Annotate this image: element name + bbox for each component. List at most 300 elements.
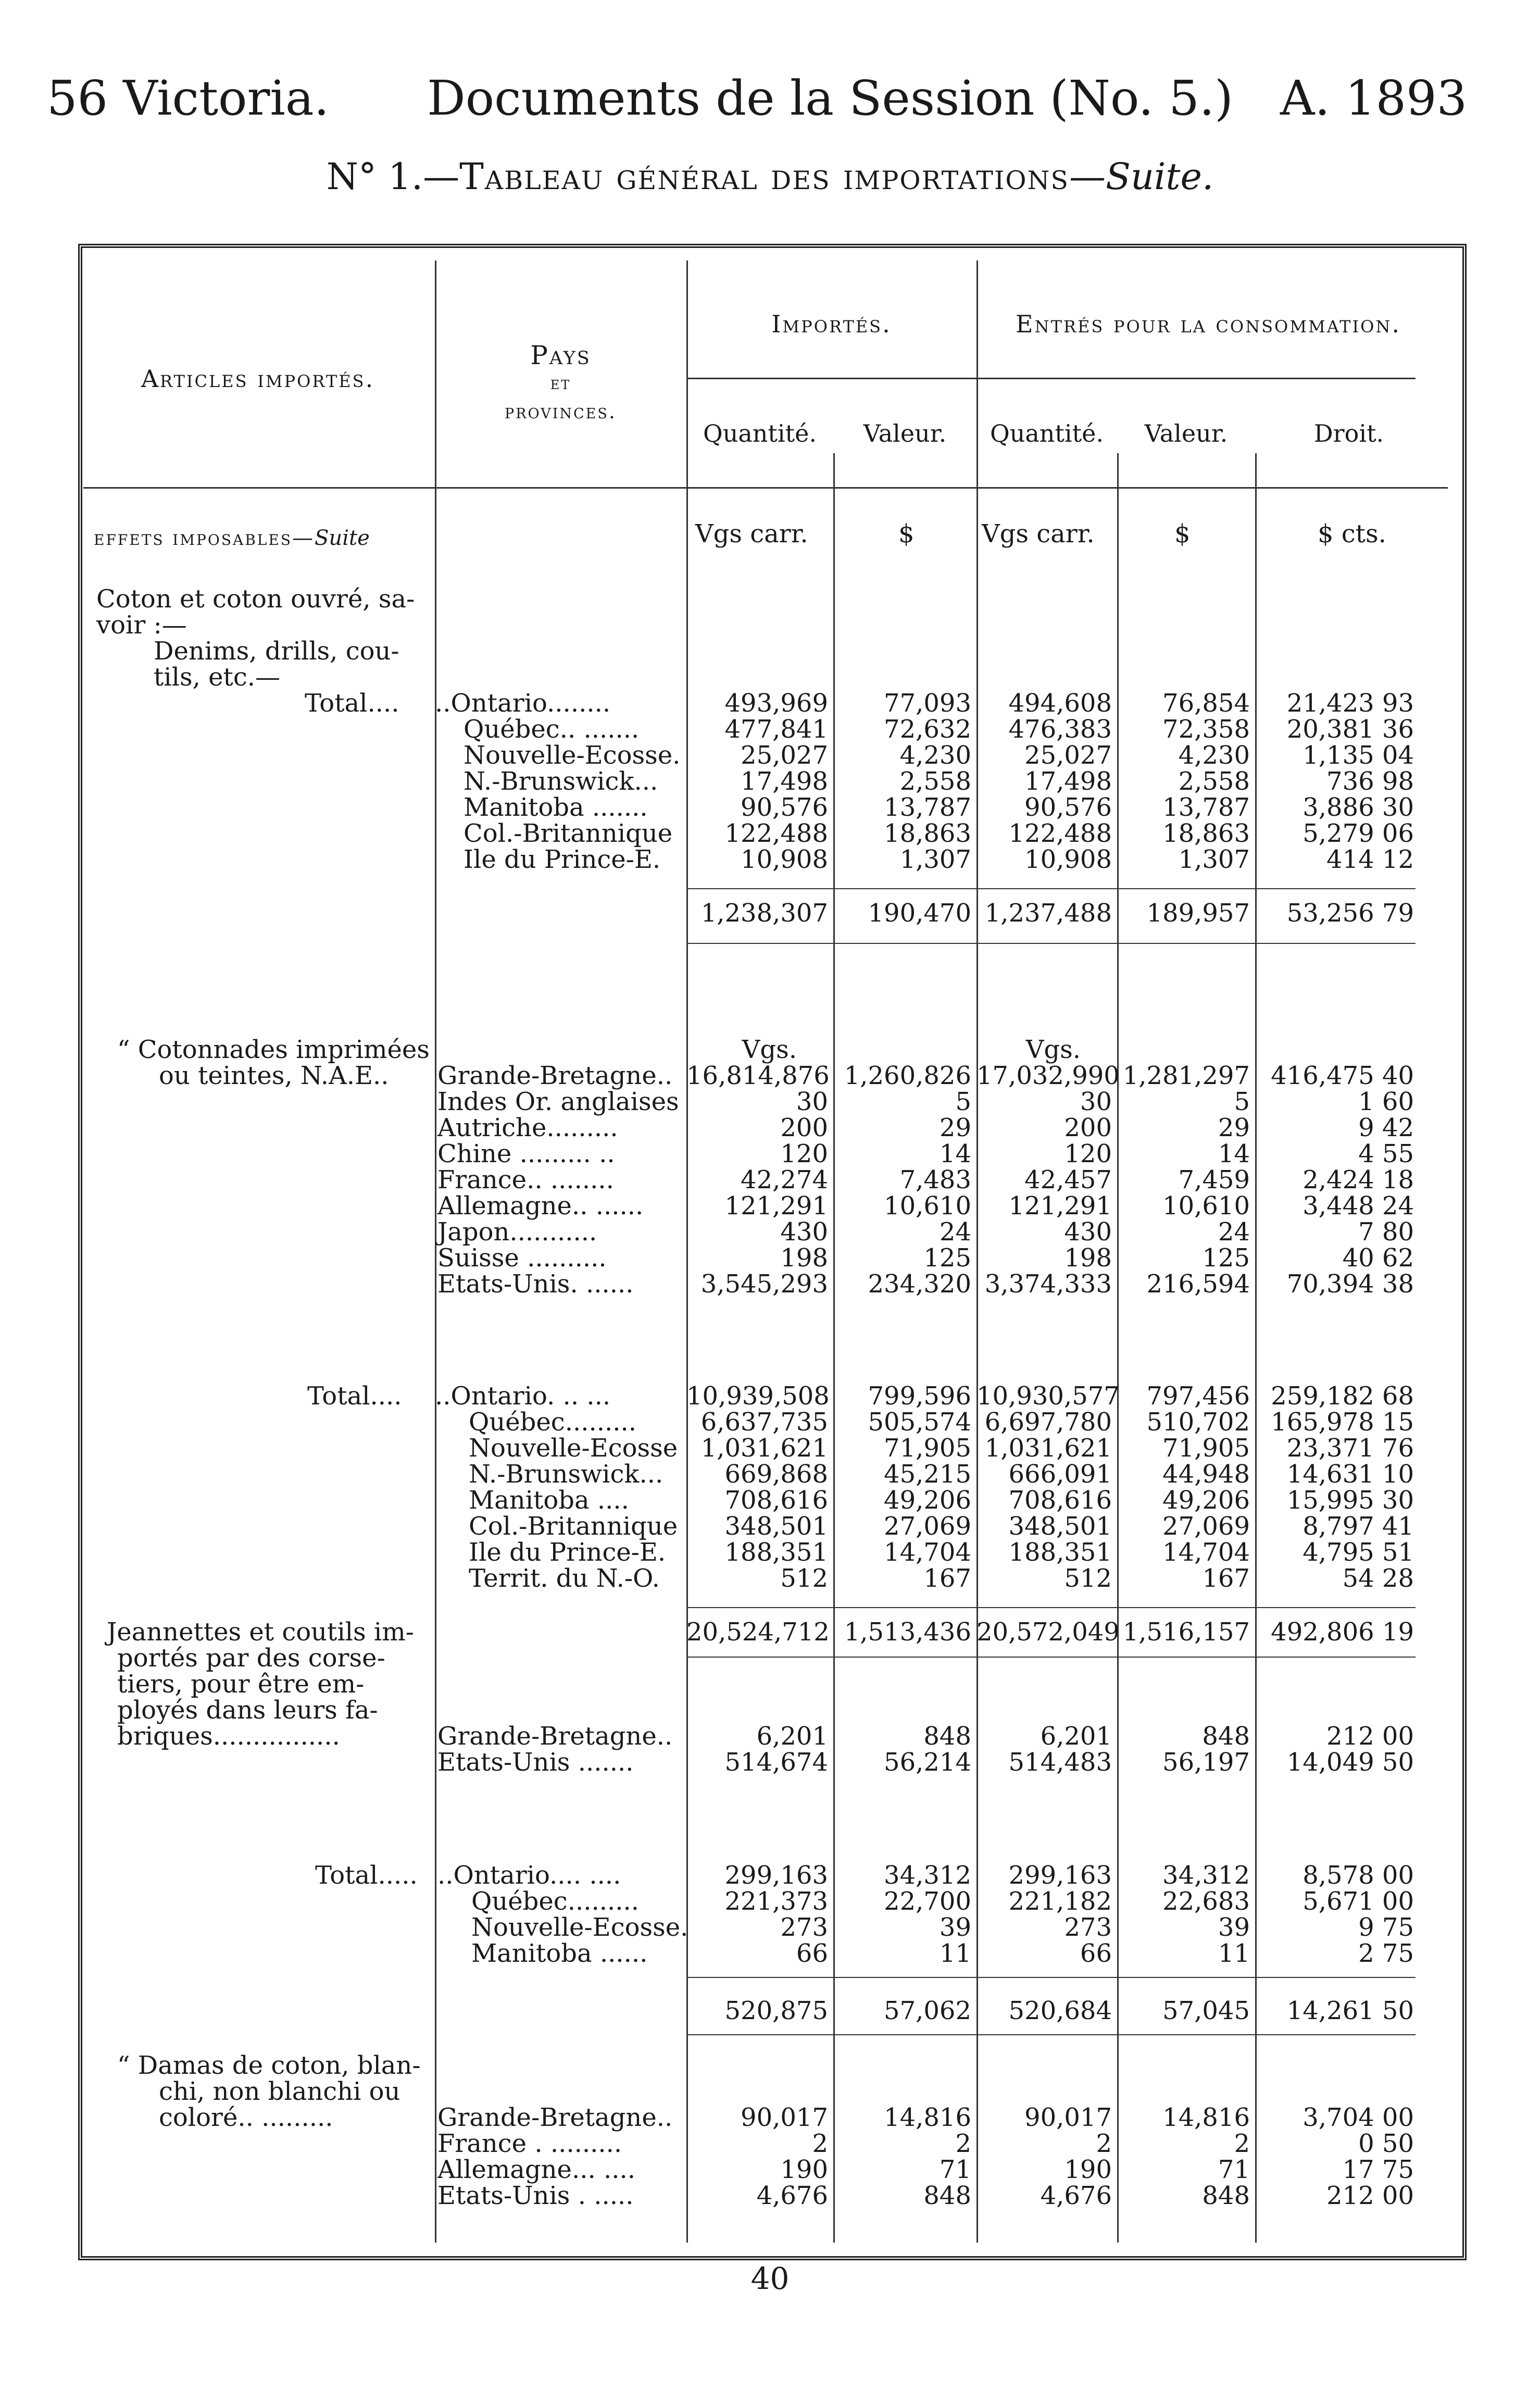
cell: 416,475 40 xyxy=(1271,1061,1414,1090)
cell: 2,558 xyxy=(899,767,971,796)
cell: 190 xyxy=(780,2155,828,2184)
cell: 45,215 xyxy=(884,1460,971,1489)
header-valeur: Valeur. xyxy=(863,419,947,447)
cell: 430 xyxy=(1064,1217,1112,1247)
cell: 49,206 xyxy=(1162,1486,1250,1515)
cell: 11 xyxy=(939,1939,971,1968)
cell: 20,381 36 xyxy=(1286,715,1414,744)
column-ent-quantite xyxy=(976,2105,1112,2209)
cell: 121,291 xyxy=(1008,1191,1112,1221)
country-cell: Grande-Bretagne.. xyxy=(437,2103,673,2132)
cell: 514,674 xyxy=(724,1748,828,1777)
article-line: Jeannettes et coutils im- xyxy=(107,1617,414,1647)
cell: 66 xyxy=(796,1939,828,1968)
country-cell: Allemagne... .... xyxy=(437,2155,636,2184)
province-cell: N.-Brunswick... xyxy=(469,1460,663,1489)
cell: 430 xyxy=(780,1217,828,1247)
province-cell: Nouvelle-Ecosse. xyxy=(471,1913,688,1942)
header-pays-line3: provinces. xyxy=(505,400,617,423)
column-droit xyxy=(1255,1723,1414,1775)
cell: 1,031,621 xyxy=(984,1434,1112,1463)
cell: 34,312 xyxy=(1162,1861,1250,1890)
province-cell: Nouvelle-Ecosse xyxy=(469,1434,678,1463)
total-cell: 492,806 19 xyxy=(1271,1617,1414,1647)
header-valeur-2: Valeur. xyxy=(1144,419,1228,447)
column-ent-quantite xyxy=(976,1061,1120,1299)
province-cell: Nouvelle-Ecosse. xyxy=(464,741,681,770)
column-droit xyxy=(1255,1063,1414,1297)
cell: 1,307 xyxy=(1178,845,1250,874)
cell: 4 55 xyxy=(1358,1139,1414,1168)
cell: 198 xyxy=(1064,1243,1112,1273)
cell: 493,969 xyxy=(724,689,828,718)
cell: 1,307 xyxy=(899,845,971,874)
cell: 13,787 xyxy=(884,793,971,822)
cell: 71,905 xyxy=(884,1434,971,1463)
cell: 13,787 xyxy=(1162,793,1250,822)
cell: 121,291 xyxy=(724,1191,828,1221)
cell: 66 xyxy=(1080,1939,1112,1968)
cell: 72,358 xyxy=(1162,715,1250,744)
cell: 17,032,990 xyxy=(976,1061,1120,1090)
province-cell: Territ. du N.-O. xyxy=(469,1564,660,1593)
column-ent-valeur xyxy=(1117,1723,1250,1775)
title-main: Tableau général des importations xyxy=(459,155,1069,198)
cell: 9 75 xyxy=(1358,1913,1414,1942)
column-imp-quantite xyxy=(686,690,828,873)
cell: 10,930,577 xyxy=(976,1381,1120,1411)
cell: 1,260,826 xyxy=(844,1061,971,1090)
country-cell: Autriche......... xyxy=(437,1113,618,1142)
header-droit: Droit. xyxy=(1313,419,1384,447)
total-rule xyxy=(686,2034,1416,2035)
province-cell: Manitoba ...... xyxy=(471,1939,648,1968)
cell: 10,939,508 xyxy=(686,1381,830,1411)
cell: 299,163 xyxy=(724,1861,828,1890)
cell: 90,017 xyxy=(741,2103,828,2132)
country-cell: Suisse .......... xyxy=(437,1243,607,1273)
cell: 56,214 xyxy=(884,1748,971,1777)
cell: 4,676 xyxy=(1040,2181,1112,2210)
country-cell: Grande-Bretagne.. xyxy=(437,1722,673,1751)
cell: 10,610 xyxy=(1162,1191,1250,1221)
total-cell: 1,237,488 xyxy=(984,899,1112,928)
article-cell xyxy=(315,1862,418,1888)
cell: 414 12 xyxy=(1326,845,1414,874)
cell: 39 xyxy=(1218,1913,1250,1942)
cell: 5,279 06 xyxy=(1303,819,1414,848)
country-cell: Etats-Unis ....... xyxy=(437,1748,634,1777)
header-pays-line2: et xyxy=(550,373,571,394)
cell: 125 xyxy=(1202,1243,1250,1273)
column-ent-valeur xyxy=(1117,1063,1250,1297)
cell: 5,671 00 xyxy=(1303,1887,1414,1916)
rule-header-bottom xyxy=(83,487,1448,489)
cell: 7,483 xyxy=(899,1165,971,1194)
cell: 3,886 30 xyxy=(1303,793,1414,822)
cell: 125 xyxy=(923,1243,971,1273)
cell: 122,488 xyxy=(724,819,828,848)
total-cell: 190,470 xyxy=(868,899,971,928)
cell: 71 xyxy=(939,2155,971,2184)
cell: 90,576 xyxy=(1024,793,1112,822)
article-cell xyxy=(107,1619,414,1749)
country-list xyxy=(437,1063,679,1297)
cell: 494,608 xyxy=(1008,689,1112,718)
article-cell xyxy=(96,586,415,716)
article-line: Denims, drills, cou- xyxy=(154,637,399,666)
article-line: chi, non blanchi ou xyxy=(159,2077,400,2106)
cell: 56,197 xyxy=(1162,1748,1250,1777)
article-line: tils, etc.— xyxy=(154,663,280,692)
cell: 17,498 xyxy=(1024,767,1112,796)
total-cell: 1,513,436 xyxy=(844,1617,971,1647)
unit-droit: $ cts. xyxy=(1318,519,1386,549)
article-line: “ Damas de coton, blan- xyxy=(117,2051,421,2080)
cell: 29 xyxy=(1218,1113,1250,1142)
province-cell: Col.-Britannique xyxy=(469,1512,678,1541)
unit-quantite: Vgs carr. xyxy=(695,519,808,549)
cell: 24 xyxy=(939,1217,971,1247)
cell: 10,908 xyxy=(741,845,828,874)
cell: 42,457 xyxy=(1024,1165,1112,1194)
cell: 1,135 04 xyxy=(1303,741,1414,770)
cell: 2,424 18 xyxy=(1303,1165,1414,1194)
cell: 16,814,876 xyxy=(686,1061,830,1090)
cell: 72,632 xyxy=(884,715,971,744)
header-quantite: Quantité. xyxy=(703,419,817,447)
cell: 1,031,621 xyxy=(700,1434,828,1463)
cell: 2 75 xyxy=(1358,1939,1414,1968)
cell: 0 50 xyxy=(1358,2129,1414,2158)
province-cell: ..Ontario........ xyxy=(435,689,611,718)
cell: 42,274 xyxy=(741,1165,828,1194)
cell: 666,091 xyxy=(1008,1460,1112,1489)
cell: 122,488 xyxy=(1008,819,1112,848)
province-cell: Col.-Britannique xyxy=(464,819,673,848)
cell: 736 98 xyxy=(1326,767,1414,796)
article-line: tiers, pour être em- xyxy=(117,1670,365,1699)
divider-articles xyxy=(435,260,436,2243)
cell: 22,683 xyxy=(1162,1887,1250,1916)
cell: 190 xyxy=(1064,2155,1112,2184)
article-line: voir :— xyxy=(96,611,187,640)
article-line: briques................ xyxy=(117,1722,340,1751)
cell: 49,206 xyxy=(884,1486,971,1515)
cell: 188,351 xyxy=(1008,1538,1112,1567)
country-list xyxy=(437,2105,672,2209)
unit-label: Vgs. xyxy=(1025,1035,1081,1064)
total-cell: 1,238,307 xyxy=(700,899,828,928)
province-cell: ..Ontario. .. ... xyxy=(435,1381,611,1411)
cell: 17 75 xyxy=(1342,2155,1414,2184)
cell: 10,908 xyxy=(1024,845,1112,874)
cell: 1 60 xyxy=(1358,1087,1414,1116)
article-line: Total.... xyxy=(305,689,399,718)
title-suffix: —Suite. xyxy=(1069,155,1214,198)
total-rule xyxy=(686,943,1416,944)
section-label xyxy=(94,525,370,551)
cell: 3,704 00 xyxy=(1303,2103,1414,2132)
article-line: Total..... xyxy=(315,1861,418,1890)
column-imp-valeur xyxy=(833,1063,971,1297)
country-cell: Etats-Unis . ..... xyxy=(437,2181,634,2210)
cell: 14 xyxy=(939,1139,971,1168)
cell: 273 xyxy=(1064,1913,1112,1942)
unit-cell xyxy=(686,1037,828,1063)
total-cell: 20,572,049 xyxy=(976,1617,1120,1647)
total-cell: 520,684 xyxy=(1008,1996,1112,2025)
country-cell: Japon........... xyxy=(437,1217,597,1247)
rule-header-group xyxy=(686,378,1416,379)
unit-valeur-2: $ xyxy=(1174,519,1191,549)
country-cell: Chine ......... .. xyxy=(437,1139,615,1168)
cell: 14,704 xyxy=(884,1538,971,1567)
cell: 3,374,333 xyxy=(984,1269,1112,1299)
cell: 54 28 xyxy=(1342,1564,1414,1593)
unit-label: Vgs. xyxy=(742,1035,797,1064)
subtotal-rule xyxy=(686,1607,1416,1608)
cell: 30 xyxy=(1080,1087,1112,1116)
header-articles: Articles importés. xyxy=(141,365,375,393)
province-cell: Manitoba .... xyxy=(469,1486,629,1515)
province-cell: Ile du Prince-E. xyxy=(464,845,661,874)
header-quantite-2: Quantité. xyxy=(990,419,1104,447)
header-importes: Importés. xyxy=(771,310,892,338)
cell: 90,017 xyxy=(1024,2103,1112,2132)
title-prefix: N° 1.— xyxy=(326,155,460,198)
header-session: 56 Victoria. xyxy=(47,70,329,126)
header-document-title: Documents de la Session (No. 5.) xyxy=(427,70,1233,126)
cell: 476,383 xyxy=(1008,715,1112,744)
column-droit xyxy=(1255,2105,1414,2209)
cell: 512 xyxy=(780,1564,828,1593)
cell: 30 xyxy=(796,1087,828,1116)
cell: 27,069 xyxy=(884,1512,971,1541)
cell: 7,459 xyxy=(1178,1165,1250,1194)
cell: 299,163 xyxy=(1008,1861,1112,1890)
cell: 848 xyxy=(1202,1722,1250,1751)
cell: 200 xyxy=(1064,1113,1112,1142)
cell: 9 42 xyxy=(1358,1113,1414,1142)
column-ent-quantite xyxy=(976,1381,1120,1593)
cell: 512 xyxy=(1064,1564,1112,1593)
total-cell: 14,261 50 xyxy=(1286,1996,1414,2025)
article-line: ployés dans leurs fa- xyxy=(117,1696,378,1725)
cell: 4,795 51 xyxy=(1303,1538,1414,1567)
cell: 1,281,297 xyxy=(1122,1061,1250,1090)
cell: 6,201 xyxy=(1040,1722,1112,1751)
cell: 273 xyxy=(780,1913,828,1942)
cell: 505,574 xyxy=(868,1408,971,1437)
header-entres: Entrés pour la consommation. xyxy=(1016,310,1401,338)
cell: 848 xyxy=(923,2181,971,2210)
cell: 212 00 xyxy=(1326,2181,1414,2210)
cell: 799,596 xyxy=(868,1381,971,1411)
cell: 18,863 xyxy=(1162,819,1250,848)
province-cell: Québec.. ....... xyxy=(464,715,640,744)
column-imp-valeur xyxy=(833,1723,971,1775)
cell: 11 xyxy=(1218,1939,1250,1968)
cell: 39 xyxy=(939,1913,971,1942)
cell: 40 62 xyxy=(1342,1243,1414,1273)
cell: 8,578 00 xyxy=(1303,1861,1414,1890)
cell: 14 xyxy=(1218,1139,1250,1168)
article-line: “ Cotonnades imprimées xyxy=(117,1035,430,1064)
cell: 25,027 xyxy=(1024,741,1112,770)
cell: 198 xyxy=(780,1243,828,1273)
country-cell: Allemagne.. ...... xyxy=(437,1191,644,1221)
article-line: portés par des corse- xyxy=(117,1644,385,1673)
cell: 27,069 xyxy=(1162,1512,1250,1541)
country-cell: France.. ........ xyxy=(437,1165,614,1194)
cell: 24 xyxy=(1218,1217,1250,1247)
column-imp-valeur xyxy=(833,2105,971,2209)
cell: 5 xyxy=(1234,1087,1250,1116)
column-imp-quantite xyxy=(686,1723,828,1775)
cell: 14,816 xyxy=(884,2103,971,2132)
cell: 2 xyxy=(955,2129,971,2158)
cell: 120 xyxy=(780,1139,828,1168)
cell: 120 xyxy=(1064,1139,1112,1168)
cell: 165,978 15 xyxy=(1271,1408,1414,1437)
article-cell xyxy=(307,1383,402,1409)
article-line: ou teintes, N.A.E.. xyxy=(159,1061,389,1090)
column-ent-quantite xyxy=(976,1723,1112,1775)
cell: 34,312 xyxy=(884,1861,971,1890)
country-cell: Grande-Bretagne.. xyxy=(437,1061,673,1090)
article-line: coloré.. ......... xyxy=(159,2103,333,2132)
header-pays-line1: Pays xyxy=(530,340,591,370)
cell: 221,182 xyxy=(1008,1887,1112,1916)
article-cell xyxy=(117,1037,430,1089)
column-ent-valeur xyxy=(1117,2105,1250,2209)
cell: 167 xyxy=(1202,1564,1250,1593)
cell: 848 xyxy=(1202,2181,1250,2210)
cell: 5 xyxy=(955,1087,971,1116)
column-ent-valeur xyxy=(1117,690,1250,873)
cell: 6,637,735 xyxy=(700,1408,828,1437)
column-ent-valeur xyxy=(1117,1862,1250,1966)
country-cell: Etats-Unis. ...... xyxy=(437,1269,634,1299)
cell: 14,049 50 xyxy=(1286,1748,1414,1777)
cell: 221,373 xyxy=(724,1887,828,1916)
country-cell: France . ......... xyxy=(437,2129,622,2158)
header-pays xyxy=(435,341,686,426)
page-number: 40 xyxy=(750,2261,790,2296)
column-imp-valeur xyxy=(833,690,971,873)
table-title xyxy=(0,155,1540,198)
article-cell xyxy=(117,2052,421,2131)
column-droit xyxy=(1255,1862,1414,1966)
cell: 17,498 xyxy=(741,767,828,796)
cell: 22,700 xyxy=(884,1887,971,1916)
cell: 348,501 xyxy=(724,1512,828,1541)
total-cell: 57,045 xyxy=(1162,1996,1250,2025)
province-cell: Québec......... xyxy=(469,1408,637,1437)
cell: 669,868 xyxy=(724,1460,828,1489)
cell: 708,616 xyxy=(724,1486,828,1515)
cell: 8,797 41 xyxy=(1303,1512,1414,1541)
total-cell: 53,256 79 xyxy=(1286,899,1414,928)
cell: 477,841 xyxy=(724,715,828,744)
column-ent-quantite xyxy=(976,690,1112,873)
column-droit xyxy=(1255,1383,1414,1591)
cell: 797,456 xyxy=(1146,1381,1250,1411)
total-cell: 57,062 xyxy=(884,1996,971,2025)
cell: 200 xyxy=(780,1113,828,1142)
cell: 14,704 xyxy=(1162,1538,1250,1567)
province-list xyxy=(437,1862,688,1966)
province-cell: Québec......... xyxy=(471,1887,640,1916)
subtotal-rule xyxy=(686,888,1416,889)
province-cell: ..Ontario.... .... xyxy=(437,1861,621,1890)
total-cell: 1,516,157 xyxy=(1122,1617,1250,1647)
total-cell: 520,875 xyxy=(724,1996,828,2025)
cell: 23,371 76 xyxy=(1286,1434,1414,1463)
cell: 21,423 93 xyxy=(1286,689,1414,718)
cell: 514,483 xyxy=(1008,1748,1112,1777)
cell: 188,351 xyxy=(724,1538,828,1567)
cell: 76,854 xyxy=(1162,689,1250,718)
cell: 4,230 xyxy=(1178,741,1250,770)
province-list xyxy=(435,1383,678,1591)
cell: 25,027 xyxy=(741,741,828,770)
cell: 216,594 xyxy=(1146,1269,1250,1299)
cell: 14,631 10 xyxy=(1286,1460,1414,1489)
cell: 259,182 68 xyxy=(1271,1381,1414,1411)
cell: 71,905 xyxy=(1162,1434,1250,1463)
cell: 29 xyxy=(939,1113,971,1142)
column-droit xyxy=(1255,690,1414,873)
unit-quantite-2: Vgs carr. xyxy=(982,519,1095,549)
cell: 348,501 xyxy=(1008,1512,1112,1541)
cell: 7 80 xyxy=(1358,1217,1414,1247)
cell: 234,320 xyxy=(868,1269,971,1299)
province-cell: Ile du Prince-E. xyxy=(469,1538,666,1567)
cell: 2 xyxy=(1234,2129,1250,2158)
cell: 77,093 xyxy=(884,689,971,718)
cell: 708,616 xyxy=(1008,1486,1112,1515)
cell: 4,230 xyxy=(899,741,971,770)
cell: 510,702 xyxy=(1146,1408,1250,1437)
unit-valeur: $ xyxy=(898,519,915,549)
cell: 6,697,780 xyxy=(984,1408,1112,1437)
section-label-suffix: Suite xyxy=(315,526,370,550)
cell: 18,863 xyxy=(884,819,971,848)
header-year: A. 1893 xyxy=(1280,70,1468,126)
column-ent-valeur xyxy=(1117,1383,1250,1591)
cell: 70,394 38 xyxy=(1286,1269,1414,1299)
total-cell: 189,957 xyxy=(1146,899,1250,928)
total-rule xyxy=(686,1657,1416,1658)
cell: 2 xyxy=(1096,2129,1112,2158)
cell: 6,201 xyxy=(756,1722,828,1751)
province-cell: N.-Brunswick... xyxy=(464,767,658,796)
article-line: Coton et coton ouvré, sa- xyxy=(96,584,415,614)
column-imp-quantite xyxy=(686,1383,828,1591)
cell: 90,576 xyxy=(741,793,828,822)
cell: 2 xyxy=(812,2129,828,2158)
column-imp-quantite xyxy=(686,2105,828,2209)
province-list xyxy=(435,690,680,873)
cell: 2,558 xyxy=(1178,767,1250,796)
column-imp-valeur xyxy=(833,1862,971,1966)
cell: 3,545,293 xyxy=(700,1269,828,1299)
column-imp-valeur xyxy=(833,1383,971,1591)
country-list xyxy=(437,1723,672,1775)
cell: 44,948 xyxy=(1162,1460,1250,1489)
